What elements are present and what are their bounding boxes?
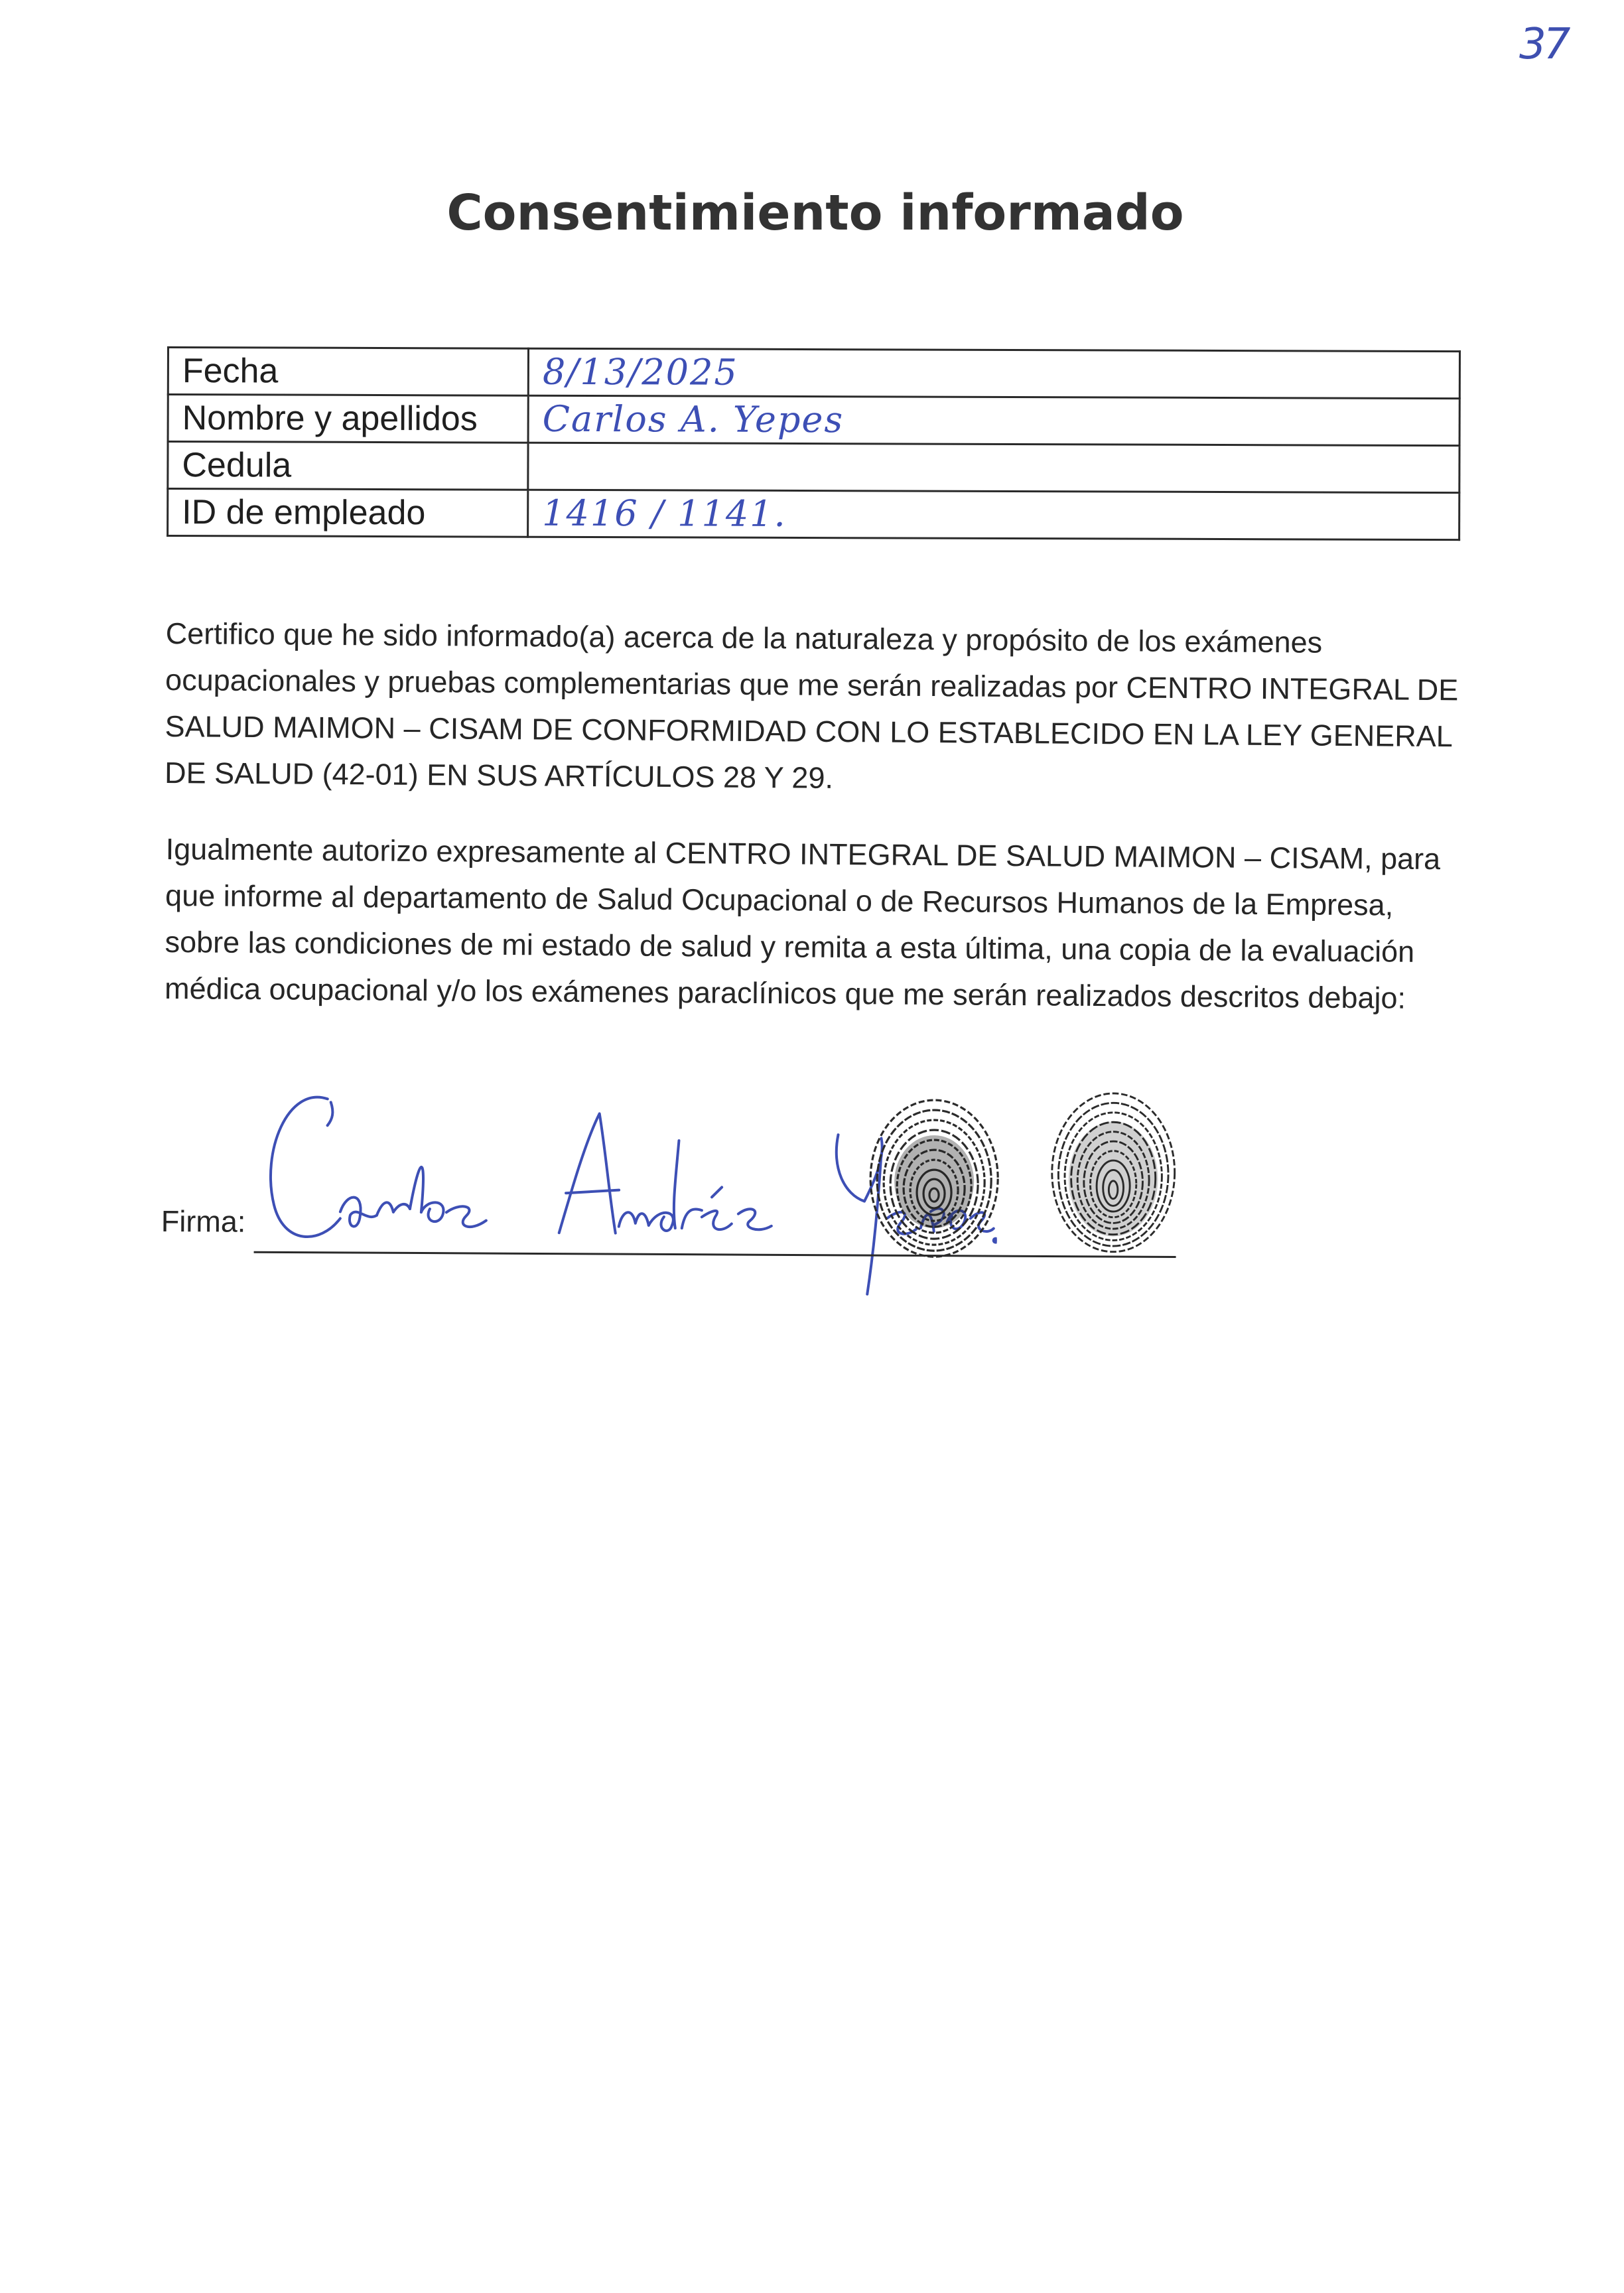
table-row	[168, 489, 1459, 540]
fingerprint-left	[864, 1089, 1004, 1262]
field-label-cedula: Cedula	[168, 442, 528, 490]
field-label-nombre: Nombre y apellidos	[168, 395, 528, 443]
signature-area	[161, 1072, 1177, 1263]
field-value-nombre[interactable]: Carlos A. Yepes	[528, 395, 1459, 445]
field-value-fecha[interactable]: 8/13/2025	[528, 348, 1459, 398]
table-row	[168, 348, 1459, 399]
page-number: 37	[1519, 20, 1568, 69]
field-value-id-empleado[interactable]: 1416 / 1141.	[528, 490, 1459, 539]
table-row	[168, 395, 1459, 446]
consent-paragraph-1: Certifico que he sido informado(a) acerca de la naturaleza y propósito de los exámenes ocupacionales y pruebas complementarias que me serán realizadas por CENTRO INTEGRAL DE SALUD MAIMON – CISAM DE CONFORMIDAD CON LO ESTABLECIDO EN LA LEY GENERAL DE SALUD (42-01) EN SUS ARTÍCULOS 28 Y 29.	[164, 616, 1459, 795]
consent-paragraph-2: Igualmente autorizo expresamente al CENTRO INTEGRAL DE SALUD MAIMON – CISAM, para que informe al departamento de Salud Ocupacional o de Recursos Humanos de la Empresa, sobre las condiciones de mi estado de salud y remita a esta última, una copia de la evaluación médica ocupacional y/o los exámenes paraclínicos que me serán realizados descritos debajo:	[164, 831, 1441, 1015]
field-label-id-empleado: ID de empleado	[168, 489, 528, 537]
field-label-fecha: Fecha	[168, 348, 528, 396]
page-title: Consentimiento informado	[446, 184, 1184, 242]
signature-label: Firma:	[161, 1204, 246, 1239]
info-table	[167, 346, 1461, 541]
fingerprint-right	[1044, 1083, 1184, 1256]
field-value-cedula[interactable]	[528, 443, 1459, 492]
table-row	[168, 442, 1459, 493]
